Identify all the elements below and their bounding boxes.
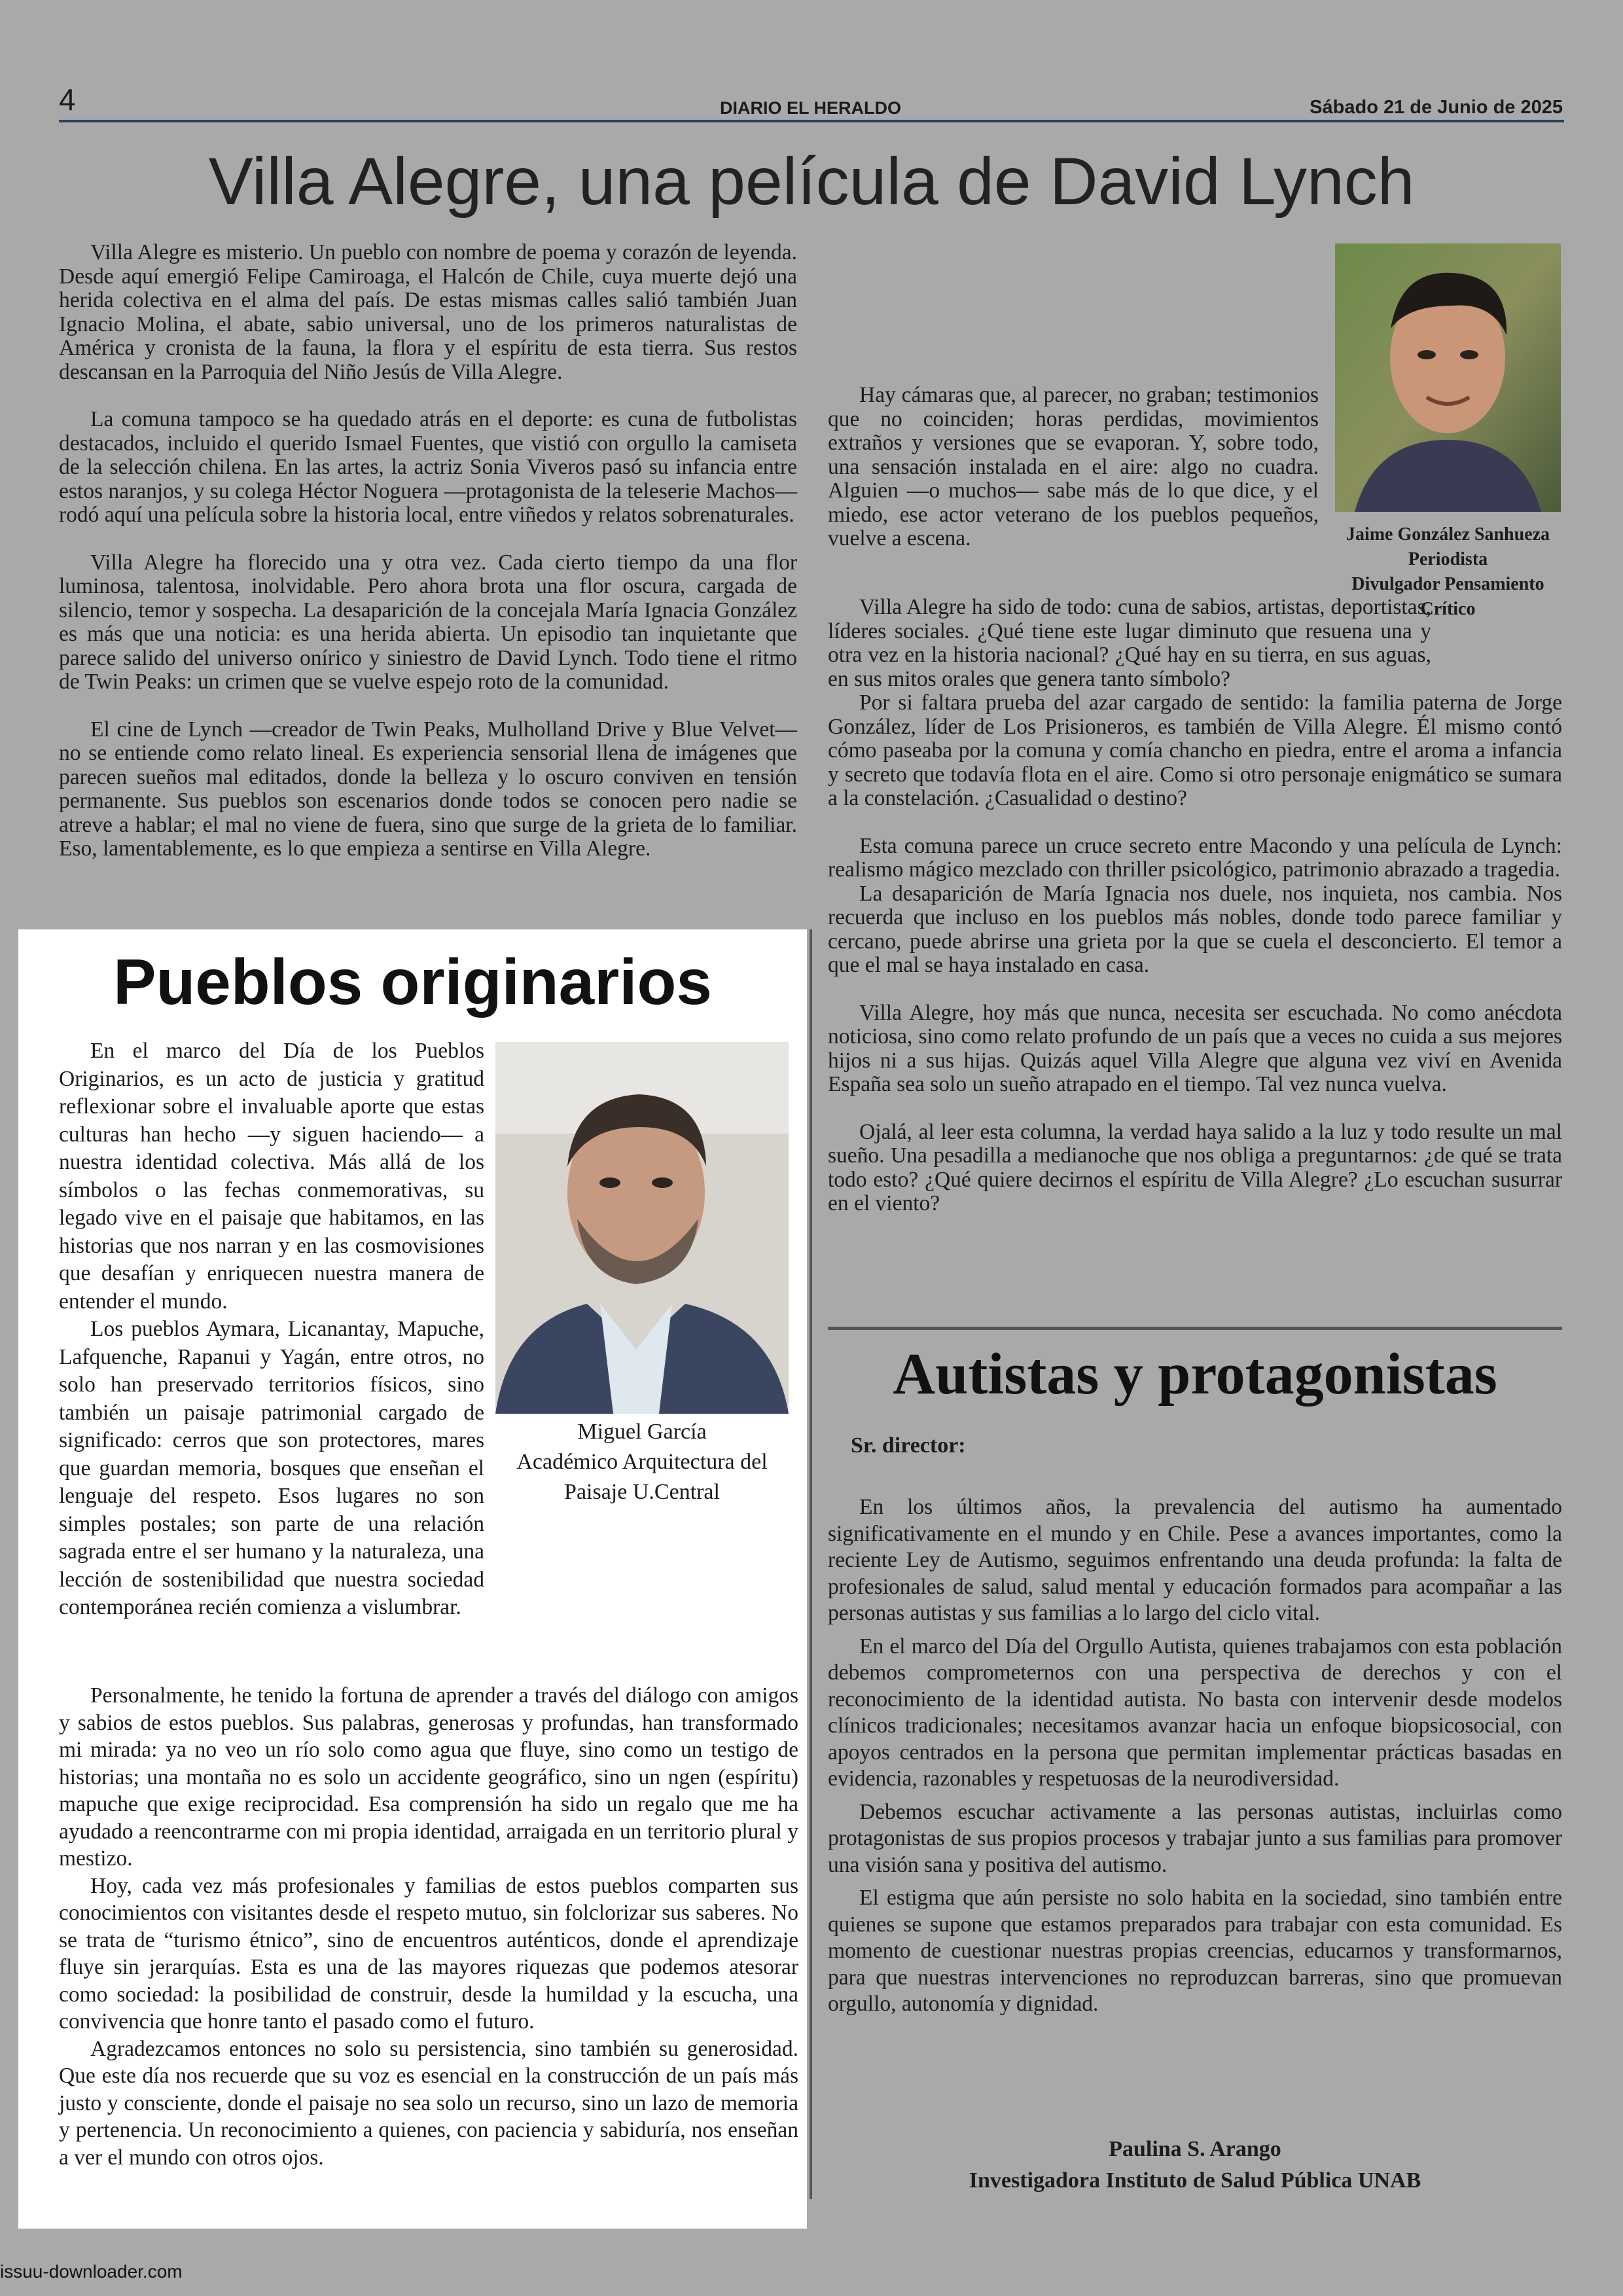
article1-column-right-top <box>828 241 1319 551</box>
article2-paragraph: Personalmente, he tenido la fortuna de aprender a través del diálogo con amigos y sabios de estos pueblos. Sus palabras, generosas y profundas, han transformado mi mirada: ya no veo un río solo como agua que fluye, sino como un testigo de historias; una montaña no es solo un accidente geográfico, sino un ngen (espíritu) mapuche que exige reciprocidad. Esa comprensión ha sido un regalo que me ha ayudado a reencontrarme con mi propia identidad, arraigada en un territorio plural y mestizo. <box>59 1683 798 1871</box>
author-role: Paisaje U.Central <box>564 1480 720 1504</box>
article2-paragraph: Agradezcamos entonces no solo su persistencia, sino también su generosidad. Que este día nos recuerde que su voz es esencial en la construcción de un país más justo y consciente, donde el paisaje no sea solo un recurso, sino un lazo de memoria y pertenencia. Un reconocimiento a quienes, con paciencia y sabiduría, nos enseñan a ver el mundo con otros ojos. <box>59 2036 798 2170</box>
author-photo-jaime <box>1335 243 1561 512</box>
letter-signature <box>828 2134 1562 2197</box>
article1-paragraph: Villa Alegre ha florecido una y otra vez. Cada cierto tiempo da una flor luminosa, talentosa, inolvidable. Pero ahora brota una flor oscura, cargada de silencio, temor y sospecha. La desaparición de la concejala María Ignacia González es más que una noticia: es una herida abierta. Un episodio tan inquietante que parece salido del universo onírico y siniestro de David Lynch. Todo tiene el ritmo de Twin Peaks: un crimen que se vuelve espejo roto de la comunidad. <box>59 550 797 694</box>
article1-paragraph: El cine de Lynch —creador de Twin Peaks, Mulholland Drive y Blue Velvet— no se entiende como relato lineal. Es experiencia sensorial llena de imágenes que parecen sueños mal editados, donde la belleza y lo oscuro conviven en tensión permanente. Sus pueblos son escenarios donde todos se conocen pero nadie se atreve a hablar; el mal no viene de fuera, sino que surge de la grieta de lo familiar. Eso, lamentablemente, es lo que empieza a sentirse en Villa Alegre. <box>59 717 797 861</box>
article1-column-left <box>59 241 797 861</box>
article3-paragraph: En los últimos años, la prevalencia del autismo ha aumentado significativamente en el mundo y en Chile. Pese a avances importantes, como la reciente Ley de Autismo, seguimos enfrentando una deuda profunda: la falta de profesionales de salud, salud mental y educación formados para acompañar a las personas autistas y sus familias a lo largo del ciclo vital. <box>828 1495 1562 1625</box>
article2-paragraph: Hoy, cada vez más profesionales y familias de estos pueblos comparten sus conocimientos con visitantes desde el respeto mutuo, sin folclorizar sus saberes. No se trata de “turismo étnico”, sino de encuentros auténticos, donde el aprendizaje fluye sin jerarquías. Esta es una de las mayores riquezas que podemos atesorar como sociedad: la posibilidad de construir, desde la humildad y la escucha, una convivencia que honre tanto el pasado como el futuro. <box>59 1873 798 2034</box>
article3-paragraph: Debemos escuchar activamente a las personas autistas, incluirlas como protagonistas de sus propios procesos y trabajar junto a sus familias para promover una visión sana y positiva del autismo. <box>828 1799 1562 1877</box>
article3-paragraph: El estigma que aún persiste no solo habita en la sociedad, sino también entre quienes se supone que estamos preparados para trabajar con esta comunidad. Es momento de cuestionar nuestras propias creencias, educarnos y transformarnos, para que nuestras intervenciones no reproduzcan barreras, sino que promuevan orgullo, autonomía y dignidad. <box>828 1886 1562 2016</box>
article3-paragraph: En el marco del Día del Orgullo Autista, quienes trabajamos con esta población debemos comprometernos con una perspectiva de derechos y con el reconocimiento de la identidad autista. No basta con intervenir desde modelos clínicos tradicionales; necesitamos avanzar hacia un enfoque biopsicosocial, con apoyos centrados en la persona que permitan implementar prácticas basadas en evidencia, razonables y respetuosas de la neurodiversidad. <box>828 1634 1562 1791</box>
issue-date: Sábado 21 de Junio de 2025 <box>1310 97 1563 118</box>
article-title-autistas: Autistas y protagonistas <box>893 1342 1497 1407</box>
article1-paragraph: La comuna tampoco se ha quedado atrás en el deporte: es cuna de futbolistas destacados, incluido el querido Ismael Fuentes, que vistió con orgullo la camiseta de la selección chilena. En las artes, la actriz Sonia Viveros pasó su infancia entre estos naranjos, y su colega Héctor Noguera —protagonista de la teleserie Machos— rodó aquí una película sobre la historia local, entre viñedos y relatos sobrenaturales. <box>59 407 797 527</box>
article1-paragraph: La desaparición de María Ignacia nos duele, nos inquieta, nos cambia. Nos recuerda que incluso en los pueblos más nobles, donde todo parece familiar y cercano, puede abrirse una grieta por la que se cuela el desconcierto. El temor a que el mal se haya instalado en casa. <box>828 881 1562 977</box>
author-role: Periodista <box>1408 549 1488 569</box>
header-rule <box>59 120 1564 122</box>
column-divider <box>810 929 812 2199</box>
newspaper-name: DIARIO EL HERALDO <box>720 98 902 118</box>
author-photo-miguel <box>495 1042 789 1414</box>
author-caption-miguel <box>495 1417 789 1507</box>
signature-name: Paulina S. Arango <box>1109 2137 1281 2161</box>
page-number: 4 <box>59 82 76 117</box>
letter-salutation: Sr. director: <box>851 1433 966 1458</box>
article2-paragraph: En el marco del Día de los Pueblos Originarios, es un acto de justicia y gratitud reflexionar sobre el invaluable aporte que estas culturas han hecho —y siguen haciendo— a nuestra identidad colectiva. Más allá de los símbolos o las fechas conmemorativas, su legado vive en el paisaje que habitamos, en las historias que nos narran y en las cosmovisiones que desafían y enriquecen nuestra manera de entender el mundo. <box>59 1039 484 1314</box>
article1-paragraph: Esta comuna parece un cruce secreto entre Macondo y una película de Lynch: realismo mágico mezclado con thriller psicológico, patrimonio abrazado a tragedia. <box>828 833 1562 882</box>
author-role: Académico Arquitectura del <box>516 1450 768 1474</box>
author-role: Divulgador Pensamiento <box>1351 574 1544 594</box>
section-divider <box>828 1327 1562 1330</box>
article-title-pueblos-originarios: Pueblos originarios <box>113 946 712 1018</box>
article1-paragraph: Villa Alegre ha sido de todo: cuna de sabios, artistas, deportistas, líderes sociales. ¿Qué tiene este lugar diminuto que resuena una y otra vez en la historia nacional? ¿Qué hay en su tierra, en sus aguas, en sus mitos orales que genera tanto símbolo? <box>828 595 1431 691</box>
article1-paragraph: Hay cámaras que, al parecer, no graban; testimonios que no coinciden; horas perdidas, movimientos extraños y versiones que se evaporan. Y, sobre todo, una sensación instalada en el aire: algo no cuadra. Alguien —o muchos— sabe más de lo que dice, y el miedo, ese actor veterano de los pueblos pequeños, vuelve a escena. <box>828 383 1319 550</box>
article2-column-top <box>59 1037 484 1622</box>
author-name: Miguel García <box>577 1420 707 1444</box>
watermark: issuu-downloader.com <box>0 2261 183 2282</box>
article-title-villa-alegre: Villa Alegre, una película de David Lynch <box>208 144 1415 219</box>
article1-paragraph: Por si faltara prueba del azar cargado de sentido: la familia paterna de Jorge González, líder de Los Prisioneros, es también de Villa Alegre. Él mismo contó cómo paseaba por la comuna y comía chancho en piedra, entre el aroma a infancia y secreto que todavía flota en el aire. Como si otro personaje enigmático se sumara a la constelación. ¿Casualidad o destino? <box>828 691 1562 810</box>
article3-column <box>828 1494 1562 2018</box>
article1-paragraph: Villa Alegre es misterio. Un pueblo con nombre de poema y corazón de leyenda. Desde aquí emergió Felipe Camiroaga, el Halcón de Chile, cuya muerte dejó una herida colectiva en el alma del país. De estas mismas calles salió también Juan Ignacio Molina, el abate, sabio universal, uno de los primeros naturalistas de América y cronista de la fauna, la flora y el espíritu de esta tierra. Sus restos descansan en la Parroquia del Niño Jesús de Villa Alegre. <box>59 240 797 384</box>
article2-paragraph: Los pueblos Aymara, Licanantay, Mapuche, Lafquenche, Rapanui y Yagán, entre otros, no solo han preservado territorios físicos, sino también un paisaje patrimonial cargado de significado: cerros que son protectores, mares que guardan memoria, bosques que enseñan el lenguaje del respeto. Esos lugares no son simples postales; son parte de una relación sagrada entre el ser humano y la naturaleza, una lección de sostenibilidad que nuestra sociedad contemporánea recién comienza a vislumbrar. <box>59 1317 484 1619</box>
article2-column-bottom <box>59 1682 798 2171</box>
author-role: Crítico <box>1420 599 1476 619</box>
article1-column-right-bottom <box>828 596 1562 1216</box>
article1-paragraph: Ojalá, al leer esta columna, la verdad haya salido a la luz y todo resulte un mal sueño. Una pesadilla a medianoche que nos obliga a preguntarnos: ¿de qué se trata todo esto? ¿Qué quiere decirnos el espíritu de Villa Alegre? ¿Lo escuchan susurrar en el viento? <box>828 1119 1562 1215</box>
author-name: Jaime González Sanhueza <box>1346 524 1550 545</box>
signature-affiliation: Investigadora Instituto de Salud Pública UNAB <box>969 2168 1421 2193</box>
article1-paragraph: Villa Alegre, hoy más que nunca, necesita ser escuchada. No como anécdota noticiosa, sino como relato profundo de un país que a veces no cuida a sus mejores hijos ni a sus hijas. Quizás aquel Villa Alegre que alguna vez viví en Avenida España sea solo un sueño atrapado en el tiempo. Tal vez nunca vuelva. <box>828 1000 1562 1096</box>
